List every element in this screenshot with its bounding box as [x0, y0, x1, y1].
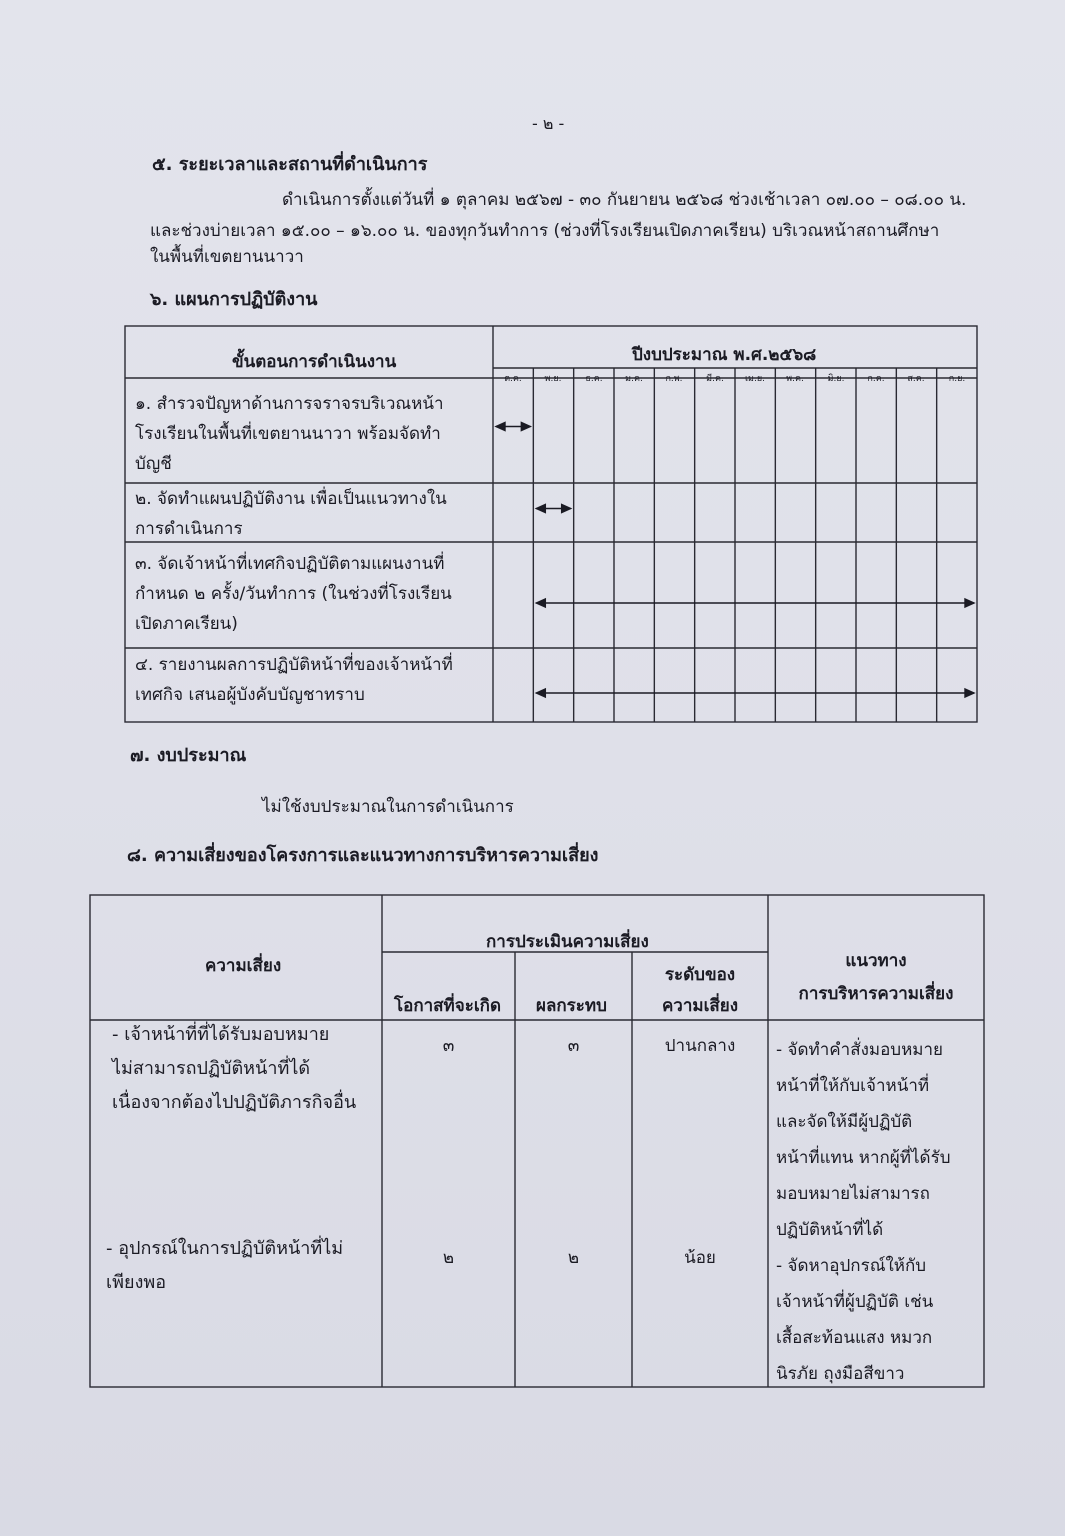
guideline-line: นิรภัย ถุงมือสีขาว: [776, 1364, 905, 1384]
page-number: - ๒ -: [532, 114, 565, 133]
plan-step-header: ขั้นตอนการดำเนินงาน: [232, 352, 397, 372]
level-value: ปานกลาง: [664, 1036, 736, 1056]
month-label: ส.ค.: [907, 374, 925, 384]
level-header: [632, 960, 768, 1022]
arrowhead: [536, 505, 545, 513]
level-header-line: ความเสี่ยง: [661, 996, 739, 1016]
plan-row-3: [135, 549, 452, 639]
section5-line-3: ในพื้นที่เขตยานนาวา: [150, 247, 304, 267]
guideline-line: ปฏิบัติหน้าที่ได้: [776, 1220, 884, 1240]
month-label: ธ.ค.: [585, 374, 603, 384]
month-label: พ.ย.: [544, 374, 562, 384]
section5-line-2: และช่วงบ่ายเวลา ๑๕.๐๐ – ๑๖.๐๐ น. ของทุกวันทำการ (ช่วงที่โรงเรียนเปิดภาคเรียน) บริเวณหน้าสถานศึกษา: [150, 221, 940, 241]
plan-row-1: [135, 389, 444, 479]
plan-row-line: ๑. สำรวจปัญหาด้านการจราจรบริเวณหน้า: [135, 394, 444, 414]
risk-header: ความเสี่ยง: [205, 956, 282, 976]
plan-row-line: ๒. จัดทำแผนปฏิบัติงาน เพื่อเป็นแนวทางใน: [135, 489, 447, 509]
guideline-line: หน้าที่ให้กับเจ้าหน้าที่: [776, 1076, 930, 1096]
plan-row-line: โรงเรียนในพื้นที่เขตยานนาวา พร้อมจัดทำ: [135, 424, 441, 444]
plan-row-2: [135, 484, 447, 544]
guideline-line: เสื้อสะท้อนแสง หมวก: [776, 1328, 933, 1348]
likelihood-header: โอกาสที่จะเกิด: [394, 996, 501, 1016]
plan-row-4: [135, 650, 453, 710]
plan-row-line: ๓. จัดเจ้าหน้าที่เทศกิจปฏิบัติตามแผนงานที่: [135, 554, 445, 574]
month-label: พ.ค.: [786, 374, 804, 384]
arrowhead: [562, 505, 571, 513]
section7-text: ไม่ใช้งบประมาณในการดำเนินการ: [262, 797, 514, 817]
risk-line: เพียงพอ: [106, 1272, 167, 1293]
section5-heading: ๕. ระยะเวลาและสถานที่ดำเนินการ: [152, 154, 428, 175]
arrowhead: [965, 689, 974, 697]
impact-header: ผลกระทบ: [536, 996, 607, 1016]
month-label: ม.ค.: [625, 374, 643, 384]
guideline-line: - จัดหาอุปกรณ์ให้กับ: [776, 1256, 927, 1276]
plan-row-line: กำหนด ๒ ครั้ง/วันทำการ (ในช่วงที่โรงเรียน: [135, 584, 452, 604]
guideline-header-line: แนวทาง: [845, 951, 907, 971]
guideline-header-line: การบริหารความเสี่ยง: [798, 984, 954, 1004]
section6-heading: ๖. แผนการปฏิบัติงาน: [150, 289, 318, 310]
month-label: ก.พ.: [665, 374, 683, 384]
impact-value: ๓: [567, 1036, 580, 1056]
section8-heading: ๘. ความเสี่ยงของโครงการและแนวทางการบริหารความเสี่ยง: [127, 845, 599, 866]
guideline-line: มอบหมายไม่สามารถ: [776, 1184, 930, 1204]
month-label: มิ.ย.: [827, 374, 845, 384]
month-label: เม.ย.: [744, 374, 765, 384]
month-label: ต.ค.: [504, 374, 522, 384]
guideline-line: - จัดทำคำสั่งมอบหมาย: [776, 1040, 944, 1060]
arrowhead: [521, 423, 530, 431]
risk-row-2: [106, 1232, 343, 1300]
arrowhead: [536, 689, 545, 697]
risk-line: เนื่องจากต้องไปปฏิบัติภารกิจอื่น: [112, 1092, 357, 1113]
guideline-cell: [776, 1032, 951, 1392]
month-label: ก.ค.: [867, 374, 885, 384]
risk-line: - อุปกรณ์ในการปฏิบัติหน้าที่ไม่: [106, 1238, 344, 1259]
guideline-header: [768, 945, 984, 1011]
arrowhead: [496, 423, 505, 431]
assessment-header: การประเมินความเสี่ยง: [486, 932, 649, 952]
guideline-line: เจ้าหน้าที่ผู้ปฏิบัติ เช่น: [776, 1292, 934, 1312]
risk-line: - เจ้าหน้าที่ที่ได้รับมอบหมาย: [112, 1024, 330, 1045]
plan-row-line: เปิดภาคเรียน): [135, 614, 238, 634]
guideline-line: หน้าที่แทน หากผู้ที่ได้รับ: [776, 1148, 951, 1168]
likelihood-value: ๓: [442, 1036, 455, 1056]
likelihood-value: ๒: [442, 1248, 455, 1268]
plan-row-line: ๔. รายงานผลการปฏิบัติหน้าที่ของเจ้าหน้าที่: [135, 655, 453, 675]
arrowhead: [965, 599, 974, 607]
plan-year-header: ปีงบประมาณ พ.ศ.๒๕๖๘: [632, 345, 817, 365]
month-label: มี.ค.: [706, 374, 724, 384]
month-label: ก.ย.: [948, 374, 966, 384]
plan-row-line: บัญชี: [135, 454, 172, 474]
level-header-line: ระดับของ: [664, 965, 736, 985]
plan-row-line: การดำเนินการ: [135, 519, 243, 539]
section5-line-1: ดำเนินการตั้งแต่วันที่ ๑ ตุลาคม ๒๕๖๗ - ๓๐ กันยายน ๒๕๖๘ ช่วงเช้าเวลา ๐๗.๐๐ – ๐๘.๐๐ น.: [282, 190, 967, 210]
plan-row-line: เทศกิจ เสนอผู้บังคับบัญชาทราบ: [135, 685, 365, 705]
arrowhead: [536, 599, 545, 607]
level-value: น้อย: [684, 1248, 716, 1268]
guideline-line: และจัดให้มีผู้ปฏิบัติ: [776, 1112, 913, 1132]
risk-row-1: [112, 1018, 356, 1120]
risk-line: ไม่สามารถปฏิบัติหน้าที่ได้: [112, 1058, 311, 1079]
impact-value: ๒: [567, 1248, 580, 1268]
section7-heading: ๗. งบประมาณ: [130, 745, 247, 766]
